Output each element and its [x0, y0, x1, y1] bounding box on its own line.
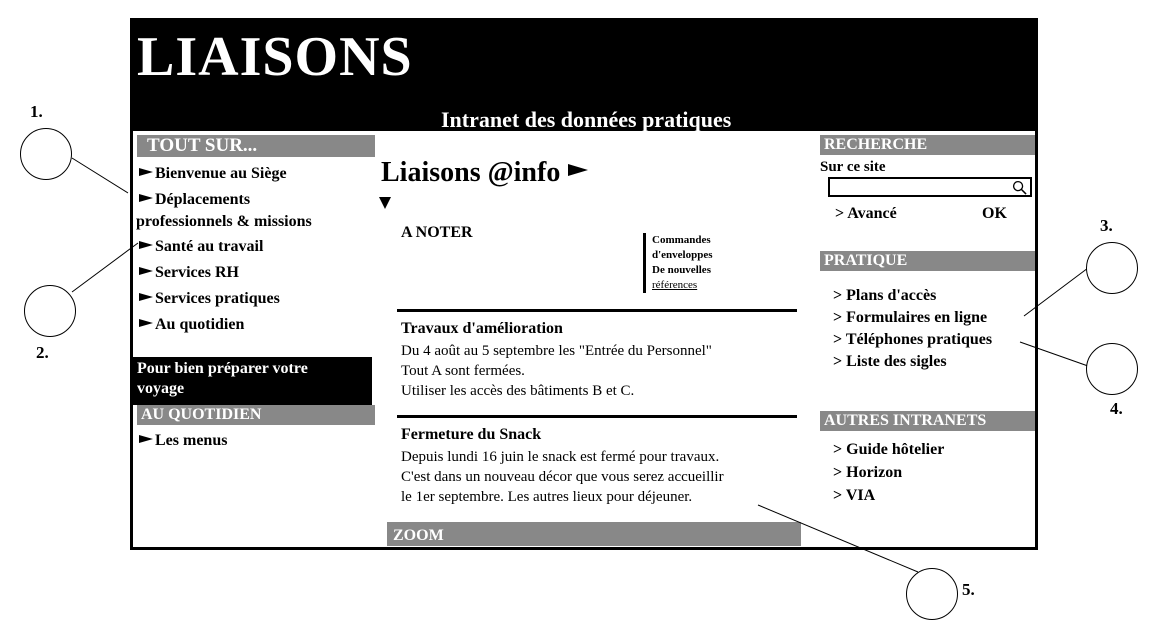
link-guide-hotelier[interactable]: > Guide hôtelier	[833, 441, 945, 458]
nav-item-label: Déplacements	[155, 191, 251, 208]
callout-number-5: 5.	[962, 580, 975, 599]
center-title[interactable]	[381, 157, 588, 189]
nav-item-services-pratiques[interactable]	[139, 289, 371, 309]
nav-item-deplacements[interactable]	[139, 190, 371, 210]
zoom-header: ZOOM	[387, 522, 801, 546]
callout-circle-2	[24, 285, 76, 337]
nav-item-services-rh[interactable]	[139, 263, 371, 283]
callout-circle-5	[906, 568, 958, 620]
nav-item-sante[interactable]	[139, 237, 371, 257]
right-triangle-icon	[568, 164, 588, 176]
nav-item-label: Santé au travail	[155, 238, 264, 255]
site-tagline: Intranet des données pratiques	[441, 107, 732, 132]
nav-item-deplacements-cont[interactable]	[136, 212, 368, 232]
nav-item-au-quotidien[interactable]	[139, 315, 371, 335]
site-logo[interactable]: LIAISONS	[137, 26, 413, 88]
voyage-line1: Pour bien préparer votre	[137, 360, 308, 377]
link-plans-acces[interactable]: > Plans d'accès	[833, 287, 937, 304]
news-line: C'est dans un nouveau décor que vous serez accueillir	[401, 469, 724, 485]
callout-circle-4	[1086, 343, 1138, 395]
news-line: Tout A sont fermées.	[401, 363, 525, 379]
down-triangle-icon[interactable]	[379, 197, 391, 209]
right-triangle-icon	[139, 435, 153, 443]
au-quotidien-header: AU QUOTIDIEN	[137, 405, 375, 425]
link-telephones[interactable]: > Téléphones pratiques	[833, 331, 993, 348]
advanced-search-link[interactable]: > Avancé	[835, 205, 897, 222]
pratique-header: PRATIQUE	[820, 251, 1038, 271]
note-box[interactable]	[643, 233, 713, 293]
nav-item-label: professionnels & missions	[136, 213, 312, 230]
link-horizon[interactable]: > Horizon	[833, 464, 903, 481]
nav-item-label: Les menus	[155, 432, 228, 449]
news-title-snack[interactable]: Fermeture du Snack	[401, 426, 542, 443]
ok-button[interactable]: OK	[982, 205, 1007, 222]
news-body-travaux	[401, 341, 801, 401]
right-triangle-icon	[139, 194, 153, 202]
nav-item-label: Au quotidien	[155, 316, 245, 333]
news-line: Depuis lundi 16 juin le snack est fermé pour travaux.	[401, 449, 720, 465]
link-via[interactable]: > VIA	[833, 487, 876, 504]
a-noter-heading: A NOTER	[401, 224, 473, 241]
callout-circle-1	[20, 128, 72, 180]
news-body-snack	[401, 447, 801, 507]
autres-intranets-header: AUTRES INTRANETS	[820, 411, 1038, 431]
note-link[interactable]: références	[652, 279, 698, 291]
link-formulaires[interactable]: > Formulaires en ligne	[833, 309, 988, 326]
news-line: Du 4 août au 5 septembre les "Entrée du Personnel"	[401, 343, 712, 359]
tout-sur-header: TOUT SUR...	[137, 135, 375, 157]
right-triangle-icon	[139, 241, 153, 249]
note-line: De nouvelles	[652, 264, 711, 276]
news-title-travaux[interactable]: Travaux d'amélioration	[401, 320, 563, 337]
nav-item-label: Services RH	[155, 264, 239, 281]
news-line: Utiliser les accès des bâtiments B et C.	[401, 383, 635, 399]
divider	[397, 309, 797, 312]
link-sigles[interactable]: > Liste des sigles	[833, 353, 947, 370]
callout-circle-3	[1086, 242, 1138, 294]
note-line: d'enveloppes	[652, 249, 713, 261]
right-triangle-icon	[139, 319, 153, 327]
nav-item-bienvenue[interactable]	[139, 164, 371, 184]
callout-number-2: 2.	[36, 343, 49, 362]
recherche-header: RECHERCHE	[820, 135, 1038, 155]
nav-item-label: Services pratiques	[155, 290, 280, 307]
intranet-page	[130, 18, 1038, 550]
center-title-text: Liaisons @info	[381, 157, 561, 188]
right-triangle-icon	[139, 168, 153, 176]
header	[133, 21, 1035, 131]
nav-item-menus[interactable]	[139, 431, 371, 451]
right-triangle-icon	[139, 293, 153, 301]
search-input[interactable]	[828, 177, 1032, 197]
callout-number-1: 1.	[30, 102, 43, 121]
callout-number-4: 4.	[1110, 399, 1123, 418]
search-label: Sur ce site	[820, 159, 886, 175]
note-line: Commandes	[652, 234, 711, 246]
voyage-banner[interactable]	[133, 357, 372, 405]
news-line: le 1er septembre. Les autres lieux pour déjeuner.	[401, 489, 693, 505]
nav-item-label: Bienvenue au Siège	[155, 165, 287, 182]
divider	[397, 415, 797, 418]
right-triangle-icon	[139, 267, 153, 275]
magnifier-icon[interactable]	[1012, 180, 1027, 195]
callout-number-3: 3.	[1100, 216, 1113, 235]
voyage-line2: voyage	[137, 380, 185, 397]
